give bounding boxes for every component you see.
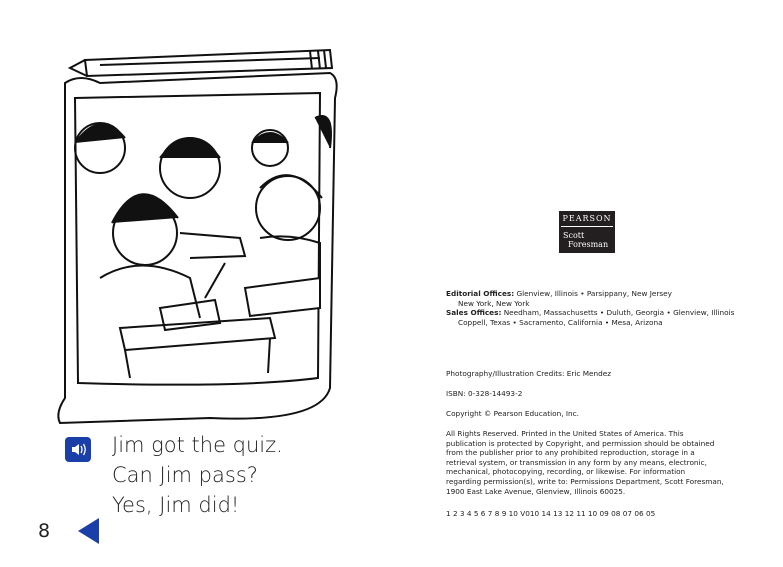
story-line: Can Jim pass? <box>112 463 258 487</box>
rights-block <box>446 429 724 496</box>
story-line: Yes, Jim did! <box>112 493 240 517</box>
logo-pearson: PEARSON <box>562 214 612 223</box>
isbn: ISBN: 0-328-14493-2 <box>446 389 523 398</box>
previous-page-arrow-icon[interactable] <box>78 518 99 544</box>
logo-foresman: Foresman <box>568 240 609 249</box>
rights-line: 1900 East Lake Avenue, Glenview, Illinois 60025. <box>446 486 626 496</box>
credits: Photography/Illustration Credits: Eric Mendez <box>446 369 612 378</box>
rights-line: publication is protected by Copyright, and permission should be obtained <box>446 438 715 448</box>
copyright: Copyright © Pearson Education, Inc. <box>446 409 579 418</box>
story-line: Jim got the quiz. <box>112 433 283 457</box>
sales-offices: Needham, Massachusetts • Duluth, Georgia • Glenview, Illinois <box>503 308 735 318</box>
sales-offices-2: Coppell, Texas • Sacramento, California • Mesa, Arizona <box>458 317 663 327</box>
story-text <box>112 430 283 520</box>
offices-block <box>446 289 734 327</box>
rights-line: from the publisher prior to any prohibited reproduction, storage in a <box>446 448 695 458</box>
editorial-offices-2: New York, New York <box>458 298 530 308</box>
speaker-icon <box>65 437 91 462</box>
rights-line: regarding permission(s), write to: Permissions Department, Scott Foresman, <box>446 476 724 486</box>
sales-label: Sales Offices: <box>446 308 502 318</box>
pearson-scott-foresman-logo <box>559 211 615 253</box>
editorial-label: Editorial Offices: <box>446 289 515 298</box>
rights-line: All Rights Reserved. Printed in the United States of America. This <box>446 429 684 438</box>
rights-line: mechanical, photocopying, recording, or likewise. For information <box>446 467 686 477</box>
audio-play-button[interactable] <box>65 437 91 462</box>
editorial-offices: Glenview, Illinois • Parsippany, New Jersey <box>516 289 672 298</box>
page-number: 8 <box>38 520 51 542</box>
rights-line: retrieval system, or transmission in any form by any means, electronic, <box>446 457 707 467</box>
logo-scott: Scott <box>563 231 585 240</box>
printing-line: 1 2 3 4 5 6 7 8 9 10 V010 14 13 12 11 10 09 08 07 06 05 <box>446 509 656 518</box>
classroom-illustration <box>40 38 350 433</box>
